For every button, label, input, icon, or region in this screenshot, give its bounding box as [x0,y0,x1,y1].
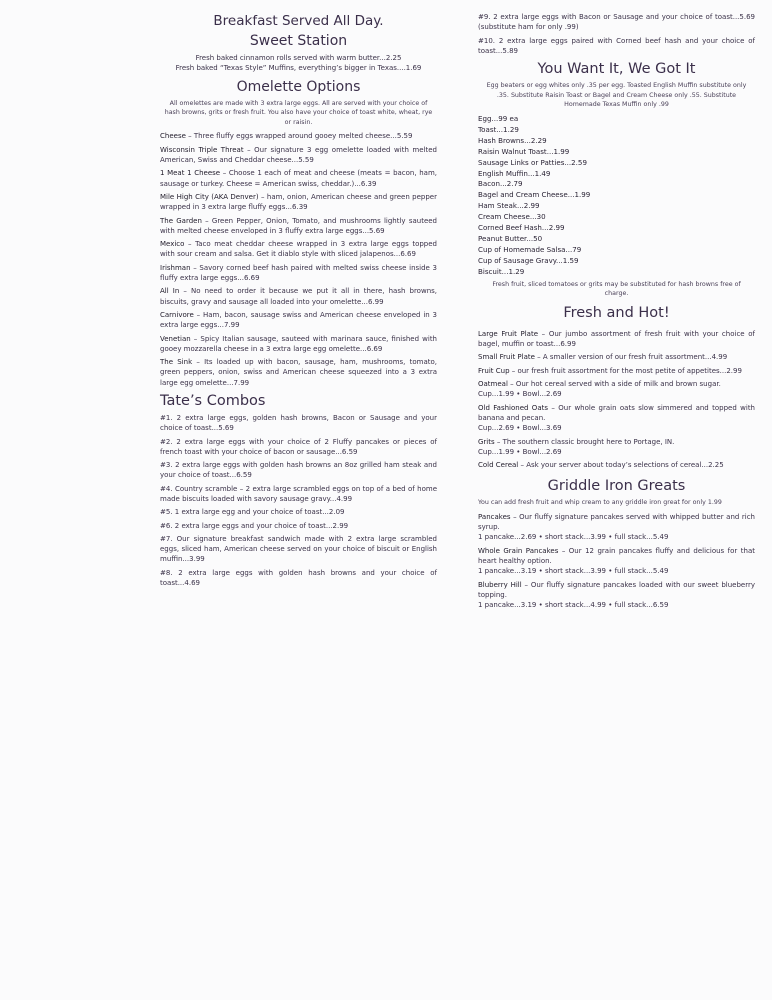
item-desc: – Taco meat cheddar cheese wrapped in 3 extra large eggs topped with sour cream and salsa. Get it diablo style with sliced jalapenos...6.69 [160,240,437,259]
item-desc: – Its loaded up with bacon, sausage, ham, mushrooms, tomato, green peppers, onion, swiss and American cheese squeezed into a 3 extra large egg omelette...7.99 [160,358,438,387]
item-desc: – Our signature 3 egg omelette loaded with melted American, Swiss and Cheddar cheese...5.59 [160,145,437,164]
fresh-item [478,403,755,434]
omelette-item [160,168,437,188]
combo-item: #6. 2 extra large eggs and your choice of toast...2.99 [160,521,349,530]
item-prices: 1 pancake...2.69 • short stack...3.99 • full stack...5.49 [478,533,669,542]
item-name: Fruit Cup [478,366,510,375]
left-column [160,12,437,591]
fresh-item [478,379,755,399]
combo-item: #10. 2 extra large eggs paired with Corned beef hash and your choice of toast...5.89 [478,36,755,55]
item-name: The Garden [160,216,202,225]
item-name: Pancakes [478,512,511,521]
sweet-station-title: Sweet Station [249,33,348,49]
side-item: Toast...1.29 [478,124,519,134]
omelette-item [160,131,437,141]
combo-item: #4. Country scramble – 2 extra large scrambled eggs on top of a bed of home made biscuits loaded with savory sausage gravy...4.99 [160,484,437,503]
item-name: Large Fruit Plate [478,329,539,338]
side-item: Cream Cheese...30 [478,212,546,222]
side-item: Ham Steak...2.99 [478,201,540,211]
item-prices: Cup...1.99 • Bowl...2.69 [478,447,562,456]
omelette-item [160,286,437,306]
omelette-title: Omelette Options [236,78,361,95]
item-desc: – ham, onion, American cheese and green pepper wrapped in 3 extra large fluffy eggs...6.39 [160,192,437,212]
fresh-item [478,352,755,362]
omelette-item [160,357,437,388]
item-desc: – Green Pepper, Onion, Tomato, and mushrooms lightly sauteed with melted cheese enveloped in 3 fluffy extra large eggs...5.69 [160,216,437,235]
item-name: Oatmeal [478,380,508,389]
item-name: Irishman [160,263,191,272]
omelette-item [160,239,437,259]
griddle-item [478,546,755,577]
combo-item: #7. Our signature breakfast sandwich made with 2 extra large scrambled eggs, sliced ham, American cheese served on your choice of biscuit or English muffin...3.99 [160,535,437,564]
item-desc: – Our hot cereal served with a side of milk and brown sugar. [507,380,721,389]
item-desc: – Choose 1 each of meat and cheese (meats = bacon, ham, sausage or turkey. Cheese = American swiss, cheddar.)...6.39 [160,169,438,188]
side-item: Sausage Links or Patties...2.59 [478,157,587,167]
want-it-title: You Want It, We Got It [537,61,696,78]
side-item: Biscuit...1.29 [478,266,525,276]
item-name: 1 Meat 1 Cheese [160,169,221,178]
item-desc: – No need to order it because we put it all in there, hash browns, biscuits, gravy and sausage all loaded into your omelette...6.99 [160,287,438,306]
item-name: Old Fashioned Oats [478,403,549,412]
side-item: Raisin Walnut Toast...1.99 [478,146,570,156]
sweet-item: Fresh baked “Texas Style” Muffins, everything’s bigger in Texas....1.69 [175,64,422,73]
item-desc: – Savory corned beef hash paired with melted swiss cheese inside 3 fluffy extra large eggs...6.69 [160,263,437,282]
side-item: Corned Beef Hash...2.99 [478,223,565,233]
griddle-item [478,512,755,543]
item-name: Mile High City (AKA Denver) [160,192,259,201]
omelette-item [160,334,437,354]
combo-item: #3. 2 extra large eggs with golden hash browns an 8oz grilled ham steak and your choice of toast...6.59 [160,461,437,480]
item-desc: – Our whole grain oats slow simmered and topped with banana and pecan. [478,403,755,422]
sweet-item: Fresh baked cinnamon rolls served with warm butter...2.25 [195,54,402,62]
item-name: Carnivore [160,310,194,319]
item-desc: – The southern classic brought here to Portage, IN. [494,437,675,446]
combo-item: #9. 2 extra large eggs with Bacon or Sausage and your choice of toast...5.69 (substitute ham for only .99) [478,13,755,32]
combos-title: Tate’s Combos [160,392,266,409]
item-name: Venetian [160,334,191,343]
side-item: Hash Browns...2.29 [478,135,547,145]
combo-item: #2. 2 extra large eggs with your choice of 2 Fluffy pancakes or pieces of french toast with your choice of bacon or sausage...6.59 [160,437,437,456]
item-prices: Cup...2.69 • Bowl...3.69 [478,424,562,433]
item-name: All In [160,287,180,296]
item-desc: – Our fluffy signature pancakes served with whipped butter and rich syrup. [478,512,755,532]
item-name: The Sink [160,358,193,367]
side-item: Cup of Sausage Gravy...1.59 [478,255,579,265]
right-column [478,12,755,613]
omelette-item [160,310,437,330]
fresh-item [478,329,755,349]
item-name: Cheese [160,132,186,141]
item-name: Cold Cereal [478,461,519,470]
omelette-note: All omelettes are made with 3 extra large eggs. All are served with your choice of hash browns, grits or fresh fruit. You also have your choice of toast white, wheat, rye or raisin. [164,99,433,126]
combo-item: #1. 2 extra large eggs, golden hash browns, Bacon or Sausage and your choice of toast...5.69 [160,413,437,433]
item-desc: – Ham, bacon, sausage swiss and American cheese enveloped in 3 extra large eggs...7.99 [160,310,437,330]
side-item: English Muffin...1.49 [478,168,551,178]
item-desc: – our fresh fruit assortment for the most petite of appetites...2.99 [509,366,742,375]
omelette-item [160,192,437,212]
item-desc: – Three fluffy eggs wrapped around gooey melted cheese...5.59 [185,132,413,141]
item-prices: Cup...1.99 • Bowl...2.69 [478,390,562,399]
item-prices: 1 pancake...3.19 • short stack...3.99 • full stack...5.49 [478,567,669,576]
item-name: Bluberry Hill [478,580,522,589]
item-name: Whole Grain Pancakes [478,546,559,555]
omelette-item [160,216,437,236]
side-item: Peanut Butter...50 [478,233,543,243]
side-item: Bacon...2.79 [478,179,523,189]
want-it-note: Egg beaters or egg whites only .35 per egg. Toasted English Muffin substitute only .35. Substitute Raisin Toast or Bagel and Cream Cheese only .55. Substitute Homemade Texas Muffin only .99 [486,82,747,109]
omelette-item [160,263,437,283]
fresh-hot-title: Fresh and Hot! [563,304,670,321]
item-prices: 1 pancake...3.19 • short stack...4.99 • full stack...6.59 [478,600,669,609]
item-name: Mexico [160,240,185,249]
item-desc: – Our fluffy signature pancakes loaded with our sweet blueberry topping. [478,580,755,599]
side-item: Bagel and Cream Cheese...1.99 [478,190,591,200]
side-item: Egg...99 ea [478,113,519,123]
main-title: Breakfast Served All Day. [213,13,384,29]
item-desc: – Our jumbo assortment of fresh fruit with your choice of bagel, muffin or toast...6.99 [478,329,755,348]
griddle-note: You can add fresh fruit and whip cream to any griddle iron great for only 1.99 [478,499,722,507]
item-desc: – Spicy Italian sausage, sauteed with marinara sauce, finished with gooey mozzarella cheese in a 3 extra large egg omelette...6.69 [160,334,437,353]
combo-item: #5. 1 extra large egg and your choice of toast...2.09 [160,508,345,517]
item-name: Wisconsin Triple Threat [160,145,244,154]
item-desc: – A smaller version of our fresh fruit assortment...4.99 [534,353,728,362]
item-desc: – Our 12 grain pancakes fluffy and delicious for that heart healthy option. [478,546,755,565]
griddle-item [478,580,755,611]
sides-footnote: Fresh fruit, sliced tomatoes or grits may be substituted for hash browns free of charge. [492,280,741,298]
griddle-title: Griddle Iron Greats [547,478,686,495]
item-name: Small Fruit Plate [478,353,535,362]
fresh-item [478,437,755,457]
omelette-item [160,145,437,165]
fresh-item [478,460,755,470]
item-desc: – Ask your server about today’s selections of cereal...2.25 [518,461,724,470]
item-name: Grits [478,437,495,446]
fresh-item [478,366,755,376]
side-item: Cup of Homemade Salsa...79 [478,244,582,254]
combo-item: #8. 2 extra large eggs with golden hash browns and your choice of toast...4.69 [160,568,437,588]
